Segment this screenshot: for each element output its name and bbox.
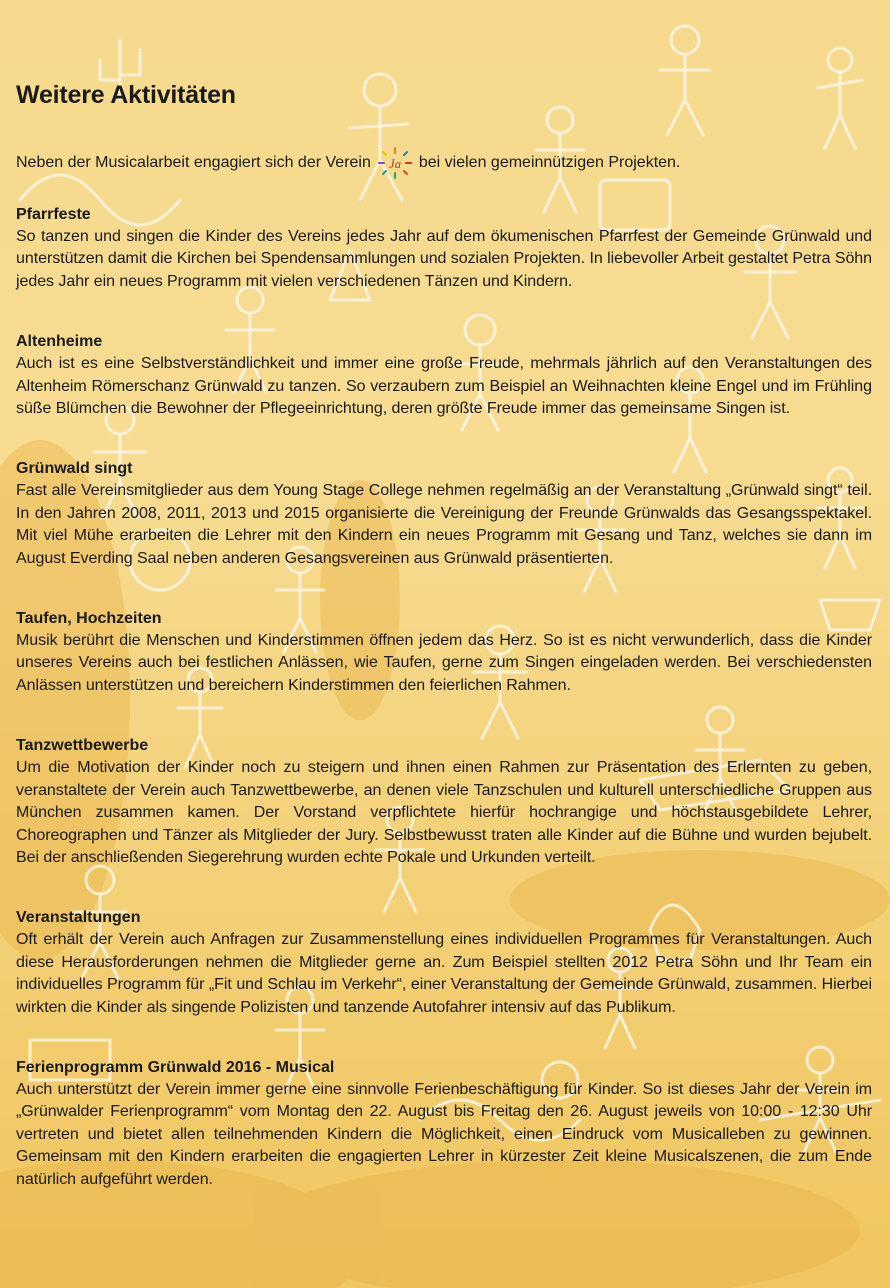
section-body: Auch ist es eine Selbstverständlichkeit und immer eine große Freude, mehrmals jährlich auf den Veranstaltungen des Altenheim Römerschanz Grünwald zu tanzen. So verzaubern zum Beispiel an Weihnachten kleine Engel und im Frühling süße Blümchen die Bewohner der Pflegeeinrichtung, deren größte Freude immer das gemeinsame Singen ist. — [16, 355, 872, 418]
section-body: Fast alle Vereinsmitglieder aus dem Young Stage College nehmen regelmäßig an der Veranstaltung „Grünwald singt“ teil. In den Jahren 2008, 2011, 2013 und 2015 organisierte die Vereinigung der Freunde Grünwalds das Gesangsspektakel. Mit viel Mühe erarbeiten die Lehrer mit den Kindern ein neues Programm mit Gesang und Tanz, welches sie dann im August Everding Saal neben anderen Gesangsvereinen aus Grünwald präsentierten. — [16, 482, 872, 567]
intro-paragraph — [16, 146, 872, 180]
section-body: Oft erhält der Verein auch Anfragen zur Zusammenstellung eines individuellen Programmes für Veranstaltungen. Auch diese Herausforderungen nehmen die Mitglieder gerne an. Zum Beispiel stellten 2012 Petra Söhn und Ihr Team ein individuelles Programm für „Fit und Schlau im Verkehr“, einer Veranstaltung der Gemeinde Grünwald, zusammen. Hierbei wirkten die Kinder als singende Polizisten und tanzende Autofahrer intensiv auf das Publikum. — [16, 931, 872, 1016]
section-body: So tanzen und singen die Kinder des Vereins jedes Jahr auf dem ökumenischen Pfarrfest der Gemeinde Grünwald und unterstützen damit die Kirchen bei Spendensammlungen und sozialen Projekten. In liebevoller Arbeit gestaltet Petra Söhn jedes Jahr ein neues Programm mit vielen verschiedenen Tänzen und Kindern. — [16, 228, 872, 290]
sun-logo-icon — [374, 146, 416, 180]
section-taufen-hochzeiten — [16, 608, 872, 697]
section-altenheime — [16, 331, 872, 420]
section-heading: Veranstaltungen — [16, 909, 141, 927]
section-veranstaltungen — [16, 907, 872, 1019]
section-heading: Grünwald singt — [16, 460, 133, 478]
section-ferienprogramm — [16, 1057, 872, 1191]
section-body: Um die Motivation der Kinder noch zu steigern und ihnen einen Rahmen zur Präsentation des Erlernten zu geben, veranstaltete der Verein auch Tanzwettbewerbe, an denen viele Tanzschulen und kulturell unterschiedliche Gruppen aus München zusammen kamen. Der Vorstand verpflichtete hierfür hochrangige und höchstausgebildete Lehrer, Choreographen und Tänzer als Mitglieder der Jury. Selbstbewusst traten alle Kinder auf die Bühne und wurden bejubelt. Bei der anschließenden Siegerehrung wurden echte Pokale und Urkunden verteilt. — [16, 759, 872, 866]
section-pfarrfeste — [16, 204, 872, 293]
section-heading: Altenheime — [16, 333, 103, 351]
intro-text-after: bei vielen gemeinnützigen Projekten. — [418, 154, 681, 171]
section-body: Musik berührt die Menschen und Kinderstimmen öffnen jedem das Herz. So ist es nicht verwunderlich, dass die Kinder unseres Vereins auch bei festlichen Anlässen, wie Taufen, gerne zum Singen eingeladen werden. Bei verschiedensten Anlässen unterstützen und bereichern Kinderstimmen den feierlichen Rahmen. — [16, 632, 872, 694]
section-heading: Pfarrfeste — [16, 206, 91, 223]
logo-lettering: Ja — [388, 156, 402, 171]
section-heading: Ferienprogramm Grünwald 2016 - Musical — [16, 1058, 335, 1076]
section-body: Auch unterstützt der Verein immer gerne eine sinnvolle Ferienbeschäftigung für Kinder. So ist dieses Jahr der Verein im „Grünwalder Ferienprogramm“ vom Montag den 22. August bis Freitag den 26. August jeweils von 10:00 - 12:30 Uhr vertreten und bietet allen teilnehmenden Kindern die Möglichkeit, einen Eindruck vom Musicalleben zu gewinnen. Gemeinsam mit den Kindern erarbeiten die engagierten Lehrer in kürzester Zeit kleine Musicalszenen, die zum Ende natürlich aufgeführt werden. — [16, 1080, 872, 1188]
page-title: Weitere Aktivitäten — [16, 81, 236, 109]
section-gruenwald-singt — [16, 458, 872, 570]
section-heading: Tanzwettbewerbe — [16, 737, 149, 755]
section-tanzwettbewerbe — [16, 735, 872, 869]
section-heading: Taufen, Hochzeiten — [16, 610, 162, 628]
article — [16, 78, 872, 1229]
intro-text-before: Neben der Musicalarbeit engagiert sich der Verein — [16, 154, 371, 171]
